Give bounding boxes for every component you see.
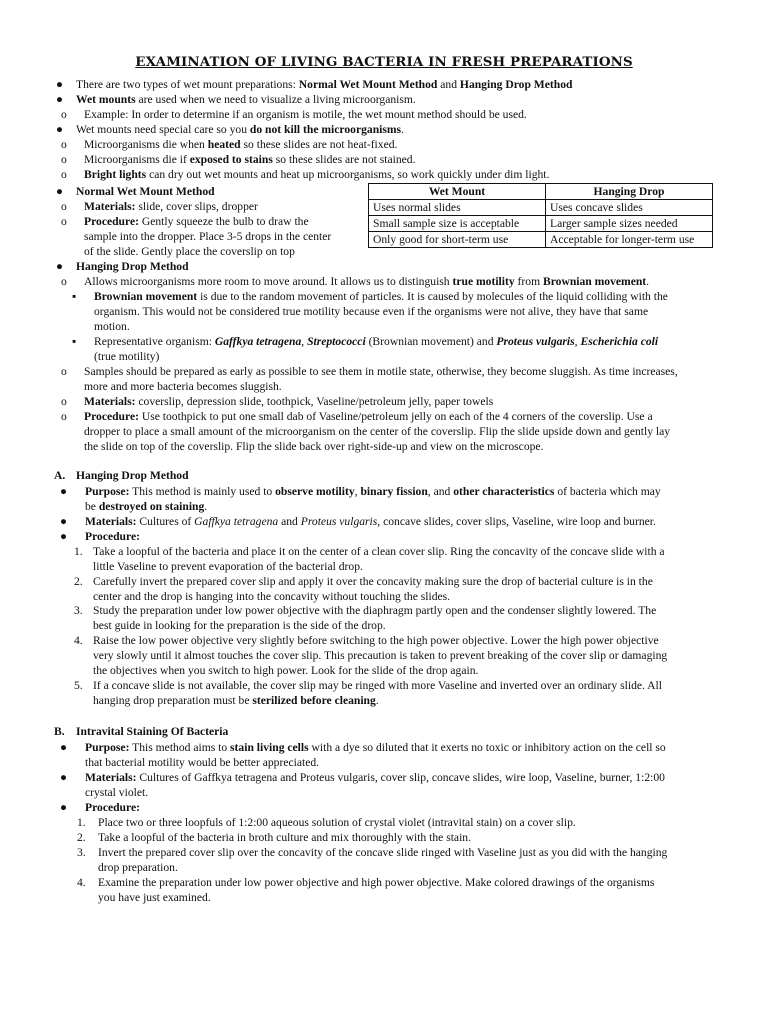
bullet-circle: o [61,153,67,166]
section-b-purpose-line-1: Purpose: This method aims to stain living cells with a dye so diluted that it exerts no toxic or inhibitory action on the cell so [85,741,666,754]
section-a-procedure-heading: Procedure: [85,530,140,543]
normal-materials: Materials: slide, cover slips, dropper [84,200,258,213]
bullet-dot: ● [56,93,64,106]
table-cell: Uses concave slides [546,200,713,216]
section-a-heading: Hanging Drop Method [76,469,189,482]
hanging-procedure-line-2: dropper to place a small amount of the microorganism on the center of the coverslip. Flip the slide upside down and gently lay [84,425,671,438]
table-cell: Uses normal slides [369,200,546,216]
bullet-square: ▪ [72,335,77,348]
section-a-label: A. [54,469,66,482]
section-a-step-2-line-2: center and the drop is hanging into the concavity without touching the slides. [93,590,451,603]
bullet-dot: ● [60,485,68,498]
intro-line-7: Bright lights can dry out wet mounts and heat up microorganisms, so work quickly under dim light. [84,168,550,181]
step-number: 1. [74,545,83,558]
representative-line-2: (true motility) [94,350,160,363]
section-b-materials-line-2: crystal violet. [85,786,149,799]
table-row [369,232,713,248]
intro-line-4: Wet mounts need special care so you do not kill the microorganisms. [76,123,404,136]
section-a-step-4-line-3: the objectives when you switch to high power. Look for the slide of the drop again. [93,664,479,677]
table-cell: Acceptable for longer-term use [546,232,713,248]
brownian-line-1: Brownian movement is due to the random movement of particles. It is caused by molecules of the liquid colliding with the [94,290,668,303]
section-b-step-1: Place two or three loopfuls of 1:2:00 aqueous solution of crystal violet (intravital stain) on a cover slip. [98,816,576,829]
intro-line-3: Example: In order to determine if an organism is motile, the wet mount method should be used. [84,108,527,121]
step-number: 3. [74,604,83,617]
bullet-circle: o [61,168,67,181]
table-header-cell: Hanging Drop [546,184,713,200]
bullet-circle: o [61,108,67,121]
bullet-dot: ● [60,741,68,754]
step-number: 2. [77,831,86,844]
step-number: 1. [77,816,86,829]
table-cell: Small sample size is acceptable [369,216,546,232]
section-b-procedure-heading: Procedure: [85,801,140,814]
bullet-circle: o [61,275,67,288]
section-a-step-1-line-2: little Vaseline to prevent evaporation of the bacterial drop. [93,560,363,573]
step-number: 4. [77,876,86,889]
section-a-step-2-line-1: Carefully invert the prepared cover slip and apply it over the concavity making sure the drop of bacterial culture is in the [93,575,653,588]
bullet-circle: o [61,410,67,423]
section-b-step-2: Take a loopful of the bacteria in broth culture and mix thoroughly with the stain. [98,831,471,844]
table-header-row [369,184,713,200]
normal-procedure-line-3: of the slide. Gently place the coverslip on top [84,245,295,258]
section-b-purpose-line-2: that bacterial motility would be better appreciated. [85,756,320,769]
intro-line-2: Wet mounts are used when we need to visualize a living microorganism. [76,93,416,106]
hanging-drop-heading: Hanging Drop Method [76,260,189,273]
hanging-procedure-line-1: Procedure: Use toothpick to put one small dab of Vaseline/petroleum jelly on each of the 4 corners of the coverslip. Use a [84,410,653,423]
section-b-step-4-line-2: you have just examined. [98,891,211,904]
intro-line-5: Microorganisms die when heated so these slides are not heat-fixed. [84,138,398,151]
representative-line-1: Representative organism: Gaffkya tetragena, Streptococci (Brownian movement) and Proteus vulgaris, Escherichia coli [94,335,659,348]
section-b-step-4-line-1: Examine the preparation under low power objective and high power objective. Make colored drawings of the organisms [98,876,655,889]
section-a-step-1-line-1: Take a loopful of the bacteria and place it on the center of a clean cover slip. Ring the concavity of the concave slide with a [93,545,665,558]
section-a-step-4-line-1: Raise the low power objective very slightly before switching to the high power objective. Lower the high power objective [93,634,659,647]
section-b-step-3-line-2: drop preparation. [98,861,178,874]
step-number: 5. [74,679,83,692]
section-a-purpose-line-1: Purpose: This method is mainly used to observe motility, binary fission, and other characteristics of bacteria which may [85,485,661,498]
bullet-dot: ● [56,78,64,91]
section-b-label: B. [54,725,65,738]
bullet-circle: o [61,395,67,408]
samples-line-1: Samples should be prepared as early as possible to see them in motile state, otherwise, they become sluggish. As time increases, [84,365,678,378]
step-number: 3. [77,846,86,859]
bullet-dot: ● [56,185,64,198]
step-number: 2. [74,575,83,588]
hanging-materials: Materials: coverslip, depression slide, toothpick, Vaseline/petroleum jelly, paper towels [84,395,494,408]
bullet-circle: o [61,215,67,228]
section-a-step-3-line-1: Study the preparation under low power objective with the diaphragm partly open and the condenser slightly lowered. The [93,604,657,617]
samples-line-2: more and more bacteria becomes sluggish. [84,380,282,393]
intro-line-6: Microorganisms die if exposed to stains so these slides are not stained. [84,153,416,166]
section-a-step-5-line-1: If a concave slide is not available, the cover slip may be ringed with more Vaseline and inverted over an ordinary slide. All [93,679,662,692]
hanging-procedure-line-3: the slide on top of the coverslip. Flip the slide back over right-side-up and view on the microscope. [84,440,544,453]
bullet-circle: o [61,200,67,213]
table-cell: Larger sample sizes needed [546,216,713,232]
bullet-circle: o [61,138,67,151]
hanging-line-1: Allows microorganisms more room to move around. It allows us to distinguish true motility from Brownian movement. [84,275,650,288]
section-a-step-5-line-2: hanging drop preparation must be sterilized before cleaning. [93,694,379,707]
section-a-purpose-line-2: be destroyed on staining. [85,500,208,513]
comparison-table [368,183,713,246]
table-header-cell: Wet Mount [369,184,546,200]
bullet-square: ▪ [72,290,77,303]
bullet-dot: ● [60,530,68,543]
section-b-heading: Intravital Staining Of Bacteria [76,725,229,738]
brownian-line-2: organism. This would not be considered true motility because even if the organisms were not alive, they have that same [94,305,649,318]
section-b-materials-line-1: Materials: Cultures of Gaffkya tetragena and Proteus vulgaris, cover slip, concave slides, wire loop, Vaseline, burner, 1:2:00 [85,771,665,784]
document-title: EXAMINATION OF LIVING BACTERIA IN FRESH PREPARATIONS [135,54,633,70]
section-a-materials: Materials: Cultures of Gaffkya tetragena and Proteus vulgaris, concave slides, cover slips, Vaseline, wire loop and burner. [85,515,656,528]
bullet-dot: ● [60,771,68,784]
bullet-dot: ● [56,123,64,136]
bullet-circle: o [61,365,67,378]
normal-procedure-line-1: Procedure: Gently squeeze the bulb to draw the [84,215,309,228]
table-row [369,216,713,232]
table-cell: Only good for short-term use [369,232,546,248]
section-a-step-3-line-2: best guide in looking for the preparation is the side of the drop. [93,619,386,632]
bullet-dot: ● [60,801,68,814]
bullet-dot: ● [56,260,64,273]
step-number: 4. [74,634,83,647]
intro-line-1: There are two types of wet mount preparations: Normal Wet Mount Method and Hanging Drop Method [76,78,573,91]
normal-wet-mount-heading: Normal Wet Mount Method [76,185,215,198]
table-row [369,200,713,216]
brownian-line-3: motion. [94,320,130,333]
section-b-step-3-line-1: Invert the prepared cover slip over the concavity of the concave slide ringed with Vaseline just as you did with the hanging [98,846,668,859]
section-a-step-4-line-2: very slowly until it almost touches the cover slip. This precaution is taken to prevent breaking of the cover slip or damaging [93,649,668,662]
normal-procedure-line-2: sample into the dropper. Place 3-5 drops in the center [84,230,332,243]
bullet-dot: ● [60,515,68,528]
